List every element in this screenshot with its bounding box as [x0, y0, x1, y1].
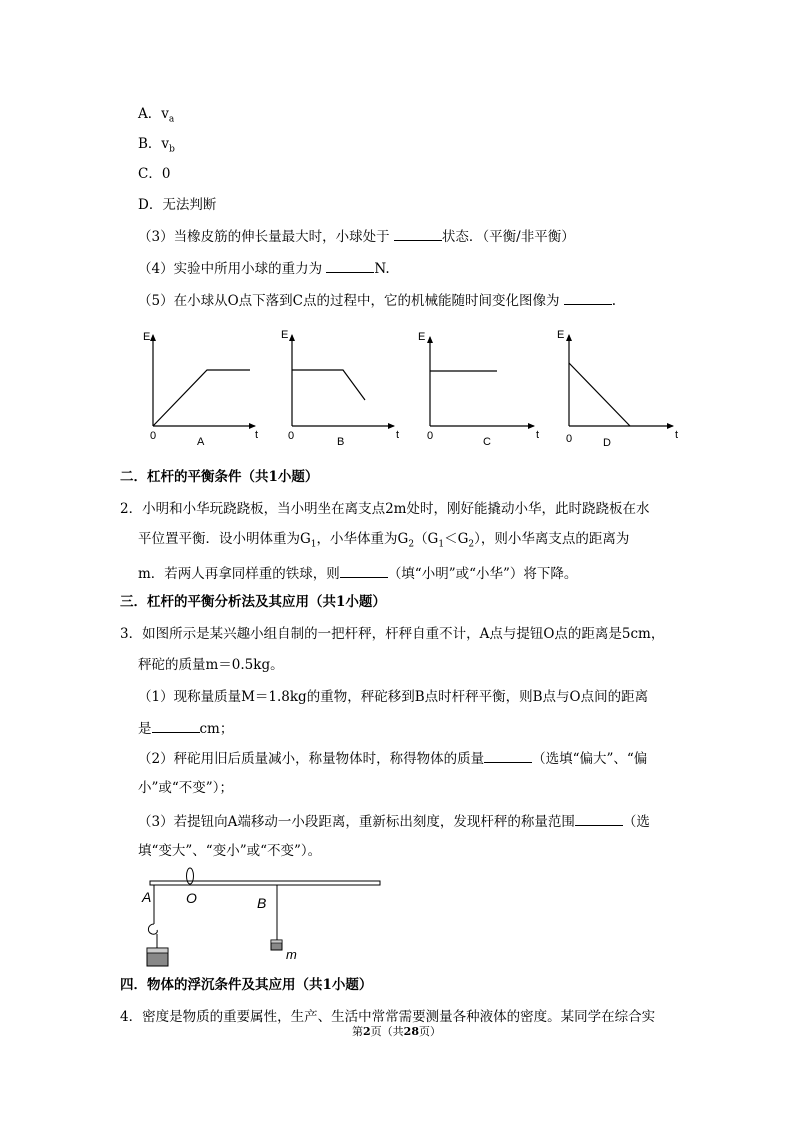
answer-blank[interactable]: [564, 290, 612, 305]
graph-label-c: C: [483, 436, 491, 448]
question-2-line-2: 平位置平衡．设小明体重为$G_1$，小华体重为$G_2(G_1<G_2)$，则小华离支点的距离为: [138, 531, 630, 550]
section-4-title: 四．物体的浮沉条件及其应用（共1小题）: [120, 977, 373, 993]
page-footer: 第2页（共28页）: [352, 1025, 441, 1038]
origin-label: 0: [150, 430, 157, 442]
option-c[interactable]: C．0: [138, 166, 171, 182]
option-a[interactable]: A．$v_a$: [138, 106, 175, 125]
graph-d[interactable]: [557, 329, 678, 449]
label-m: m: [286, 947, 297, 962]
graph-b[interactable]: [281, 329, 399, 448]
question-3-line-8: 填“变大”、“变小”或“不变”）。: [138, 843, 322, 859]
answer-blank[interactable]: [575, 811, 623, 826]
option-d[interactable]: D．无法判断: [138, 197, 217, 213]
origin-label: 0: [566, 433, 573, 445]
steelyard-figure: [130, 862, 390, 972]
energy-time-graphs: [0, 320, 793, 455]
graph-a-curve: [153, 370, 250, 426]
lever-beam: [150, 881, 380, 885]
label-o: O: [186, 890, 197, 906]
answer-blank[interactable]: [394, 226, 442, 241]
axis-label-e: E: [418, 331, 426, 343]
question-3-line-7: （3）若提钮向A端移动一小段距离，重新标出刻度，发现杆秤的称量范围 （选: [138, 811, 650, 831]
graph-label-b: B: [337, 436, 345, 448]
question-3-line-2: 秤砣的质量m＝0.5kg。: [138, 657, 284, 673]
question-2-line-3: m．若两人再拿同样重的铁球，则 （填“小明”或“小华”）将下降。: [138, 563, 577, 583]
question-3-line-1: 3．如图所示是某兴趣小组自制的一把杆秤，杆秤自重不计，A点与提钮O点的距离是5cm，: [120, 626, 665, 642]
graph-b-curve: [292, 370, 365, 400]
option-b[interactable]: B．$v_b$: [138, 136, 175, 155]
graph-c[interactable]: [418, 331, 539, 448]
graph-label-d: D: [603, 437, 611, 449]
axis-label-e: E: [557, 329, 565, 341]
q1-item-5: （5）在小球从O点下落到C点的过程中，它的机械能随时间变化图像为 .: [138, 290, 616, 310]
label-a: A: [142, 889, 152, 905]
answer-blank[interactable]: [340, 563, 388, 578]
axis-label-t: t: [396, 429, 400, 441]
question-3-line-6: 小”或“不变”）；: [138, 780, 233, 796]
axis-label-e: E: [143, 331, 151, 343]
question-3-line-4: 是 cm；: [138, 718, 233, 738]
origin-label: 0: [288, 430, 295, 442]
axis-label-t: t: [536, 429, 540, 441]
origin-label: 0: [427, 430, 434, 442]
label-b: B: [257, 895, 267, 911]
question-3-line-5: （2）秤砣用旧后质量减小，称量物体时，称得物体的质量 （选填“偏大”、“偏: [138, 748, 647, 768]
q1-item-3: （3）当橡皮筋的伸长量最大时，小球处于 状态．（平衡/非平衡）: [138, 226, 575, 246]
answer-blank[interactable]: [326, 258, 374, 273]
hook-icon: [148, 924, 157, 934]
answer-blank[interactable]: [484, 748, 532, 763]
graph-a[interactable]: [143, 331, 258, 448]
question-4-line-1: 4．密度是物质的重要属性，生产、生活中常常需要测量各种液体的密度。某同学在综合实: [120, 1009, 656, 1025]
section-2-title: 二．杠杆的平衡条件（共1小题）: [120, 469, 319, 485]
graph-label-a: A: [197, 436, 205, 448]
graph-d-curve: [569, 363, 630, 426]
question-2-line-1: 2．小明和小华玩跷跷板，当小明坐在离支点2m处时，刚好能撬动小华，此时跷跷板在水: [120, 501, 650, 517]
answer-blank[interactable]: [152, 718, 200, 733]
q1-item-4: （4）实验中所用小球的重力为 N.: [138, 258, 390, 278]
axis-label-t: t: [255, 429, 259, 441]
axis-label-t: t: [675, 429, 679, 441]
question-3-line-3: （1）现称量质量M＝1.8kg的重物，秤砣移到B点时杆秤平衡，则B点与O点间的距离: [138, 689, 649, 705]
axis-label-e: E: [281, 329, 289, 341]
section-3-title: 三．杠杆的平衡分析法及其应用（共1小题）: [120, 594, 386, 610]
